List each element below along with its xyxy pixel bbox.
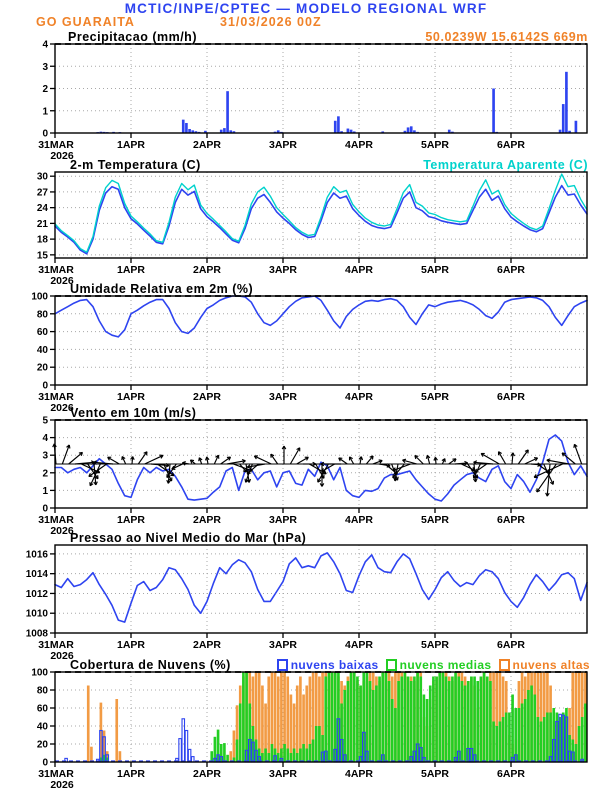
svg-text:2026: 2026 — [50, 402, 74, 414]
svg-text:1APR: 1APR — [116, 139, 146, 151]
svg-text:6APR: 6APR — [496, 639, 526, 651]
svg-text:1: 1 — [42, 106, 48, 118]
svg-text:1APR: 1APR — [116, 391, 146, 403]
svg-text:4APR: 4APR — [344, 139, 374, 151]
svg-text:30: 30 — [36, 171, 48, 183]
svg-text:40: 40 — [36, 344, 48, 356]
svg-text:2026: 2026 — [50, 150, 74, 162]
svg-text:5: 5 — [42, 415, 48, 427]
panel-title-wind: Vento em 10m (m/s) — [70, 406, 197, 420]
station-coordinates: 50.0239W 15.6142S 669m — [425, 30, 588, 44]
svg-text:1016: 1016 — [25, 549, 48, 561]
svg-text:27: 27 — [36, 187, 48, 199]
svg-text:20: 20 — [36, 739, 48, 751]
svg-text:1008: 1008 — [25, 628, 48, 640]
svg-text:3APR: 3APR — [268, 514, 298, 526]
svg-text:6APR: 6APR — [496, 391, 526, 403]
svg-text:18: 18 — [36, 234, 48, 246]
panel-3-plot — [38, 416, 587, 538]
svg-text:1012: 1012 — [25, 588, 48, 600]
svg-text:6APR: 6APR — [496, 139, 526, 151]
svg-text:5APR: 5APR — [420, 264, 450, 276]
svg-text:2APR: 2APR — [192, 514, 222, 526]
svg-text:31MAR: 31MAR — [38, 639, 74, 651]
svg-text:1APR: 1APR — [116, 514, 146, 526]
svg-text:0: 0 — [42, 128, 48, 140]
svg-text:4APR: 4APR — [344, 768, 374, 780]
svg-text:2026: 2026 — [50, 650, 74, 662]
svg-text:0: 0 — [42, 503, 48, 515]
svg-text:2: 2 — [42, 84, 48, 95]
svg-text:21: 21 — [36, 218, 48, 230]
svg-text:4APR: 4APR — [344, 391, 374, 403]
panel-title-precipitation: Precipitacao (mm/h) — [68, 30, 197, 44]
svg-text:20: 20 — [36, 362, 48, 374]
panel-4-plot — [26, 545, 587, 662]
svg-text:5APR: 5APR — [420, 639, 450, 651]
svg-text:1014: 1014 — [25, 569, 48, 581]
panel-2-plot — [31, 292, 587, 415]
panel-0-plot — [38, 40, 587, 163]
svg-text:5APR: 5APR — [420, 139, 450, 151]
svg-text:2APR: 2APR — [192, 639, 222, 651]
svg-text:5APR: 5APR — [420, 768, 450, 780]
svg-text:2026: 2026 — [50, 275, 74, 287]
svg-text:6APR: 6APR — [496, 514, 526, 526]
svg-text:100: 100 — [31, 667, 48, 679]
panel-1-plot — [37, 172, 587, 287]
station-label: GO GUARAITA — [36, 15, 135, 29]
svg-text:3APR: 3APR — [268, 139, 298, 151]
svg-text:31MAR: 31MAR — [38, 139, 74, 151]
svg-text:80: 80 — [36, 685, 48, 697]
svg-text:0: 0 — [42, 757, 48, 769]
svg-text:5APR: 5APR — [420, 514, 450, 526]
svg-text:31MAR: 31MAR — [38, 768, 74, 780]
svg-text:3APR: 3APR — [268, 768, 298, 780]
svg-text:1: 1 — [42, 485, 48, 497]
svg-text:31MAR: 31MAR — [38, 391, 74, 403]
svg-text:2APR: 2APR — [192, 768, 222, 780]
svg-text:15: 15 — [36, 250, 48, 262]
legend-label-altas: nuvens altas — [512, 658, 590, 672]
svg-text:24: 24 — [36, 203, 48, 215]
svg-text:2026: 2026 — [50, 525, 74, 537]
panel-title-pressure: Pressao ao Nivel Medio do Mar (hPa) — [70, 531, 307, 545]
svg-text:3: 3 — [42, 61, 48, 73]
svg-text:3: 3 — [42, 450, 48, 462]
svg-text:6APR: 6APR — [496, 768, 526, 780]
svg-text:1APR: 1APR — [116, 264, 146, 276]
panel-title-temperature: 2-m Temperatura (C) — [70, 158, 201, 172]
svg-text:60: 60 — [36, 703, 48, 715]
svg-text:3APR: 3APR — [268, 391, 298, 403]
panel-title-humidity: Umidade Relativa em 2m (%) — [70, 282, 254, 296]
svg-text:4APR: 4APR — [344, 514, 374, 526]
svg-text:1APR: 1APR — [116, 768, 146, 780]
svg-text:2APR: 2APR — [192, 139, 222, 151]
svg-text:0: 0 — [42, 380, 48, 392]
svg-text:31MAR: 31MAR — [38, 264, 74, 276]
legend-label-baixas: nuvens baixas — [290, 658, 379, 672]
svg-text:2APR: 2APR — [192, 391, 222, 403]
svg-text:4: 4 — [42, 433, 48, 445]
run-datetime: 31/03/2026 00Z — [220, 15, 322, 29]
panel-title-apparent-temperature: Temperatura Aparente (C) — [423, 158, 588, 172]
svg-text:5APR: 5APR — [420, 391, 450, 403]
svg-text:3APR: 3APR — [268, 264, 298, 276]
svg-text:4APR: 4APR — [344, 639, 374, 651]
svg-text:4: 4 — [42, 39, 48, 51]
svg-text:1010: 1010 — [25, 608, 48, 620]
svg-text:4APR: 4APR — [344, 264, 374, 276]
page-title: MCTIC/INPE/CPTEC — MODELO REGIONAL WRF — [124, 1, 488, 16]
panel-title-clouds: Cobertura de Nuvens (%) — [70, 658, 231, 672]
legend-label-medias: nuvens medias — [399, 658, 492, 672]
svg-text:1APR: 1APR — [116, 639, 146, 651]
svg-text:31MAR: 31MAR — [38, 514, 74, 526]
svg-text:40: 40 — [36, 721, 48, 733]
panel-5-plot — [31, 668, 587, 792]
svg-text:6APR: 6APR — [496, 264, 526, 276]
svg-text:2026: 2026 — [50, 779, 74, 791]
svg-text:60: 60 — [36, 327, 48, 339]
svg-text:80: 80 — [36, 309, 48, 321]
svg-text:3APR: 3APR — [268, 639, 298, 651]
svg-text:2APR: 2APR — [192, 264, 222, 276]
svg-text:100: 100 — [31, 291, 48, 303]
svg-text:2: 2 — [42, 468, 48, 480]
